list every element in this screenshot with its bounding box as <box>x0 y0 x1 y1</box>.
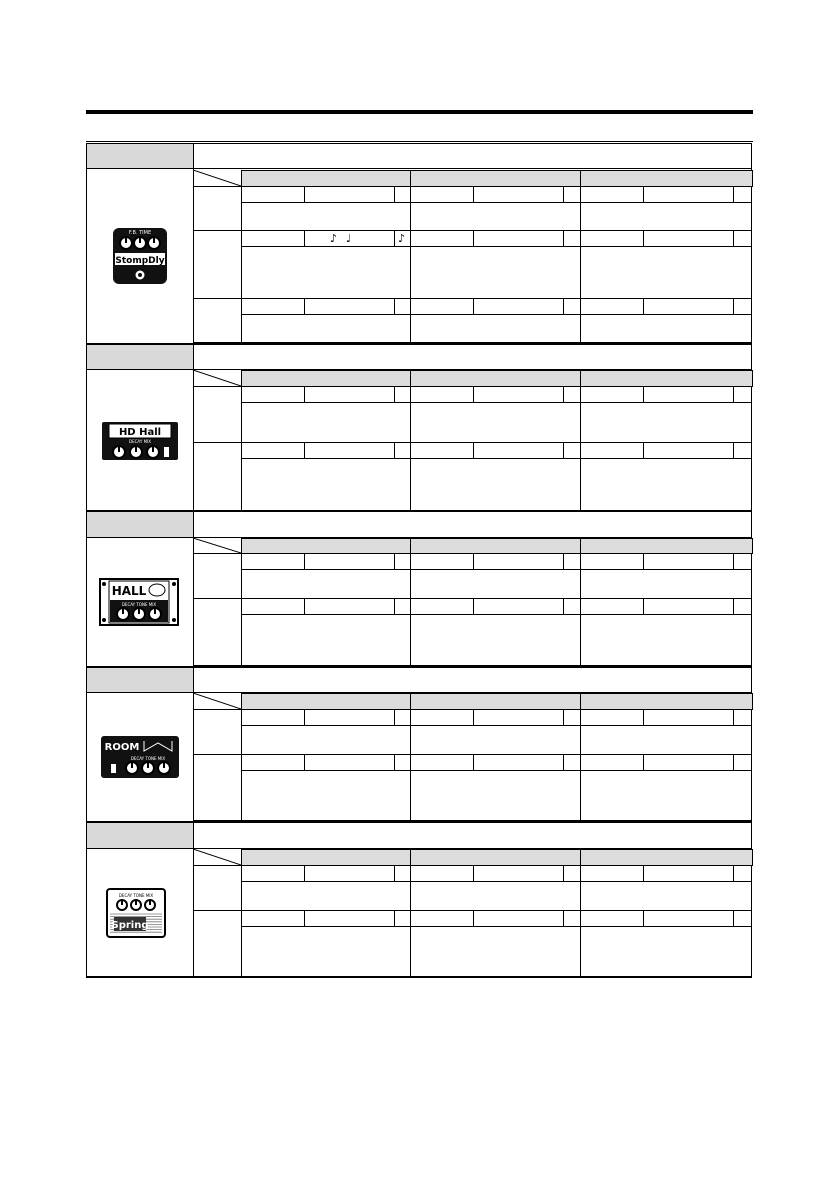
param-rule <box>241 569 410 570</box>
param-divider <box>394 230 395 246</box>
param-header <box>410 849 581 866</box>
spring-pedal-icon <box>106 888 166 938</box>
param-rule <box>410 202 580 203</box>
note-symbol: ♩ <box>346 232 352 245</box>
param-divider <box>304 442 305 458</box>
note-symbol: ♪ <box>398 232 406 245</box>
param-divider <box>473 865 474 881</box>
svg-text:DECAY TONE MIX: DECAY TONE MIX <box>130 756 166 761</box>
param-divider <box>563 910 564 926</box>
param-divider <box>394 298 395 314</box>
column-divider <box>241 849 242 976</box>
param-rule <box>580 770 752 771</box>
param-divider <box>733 910 734 926</box>
param-rule <box>241 725 410 726</box>
param-header <box>580 849 753 866</box>
svg-text:DECAY MIX: DECAY MIX <box>129 439 151 444</box>
param-divider <box>304 865 305 881</box>
param-header <box>241 538 411 554</box>
column-divider <box>241 538 242 665</box>
param-divider <box>643 910 644 926</box>
param-rule <box>580 202 752 203</box>
param-divider <box>394 598 395 614</box>
param-header <box>241 693 411 710</box>
param-rule <box>241 202 410 203</box>
param-divider <box>473 442 474 458</box>
param-header <box>241 170 411 187</box>
param-rule <box>241 458 410 459</box>
param-divider <box>394 865 395 881</box>
param-divider <box>563 442 564 458</box>
param-divider <box>394 186 395 202</box>
param-rule <box>580 569 752 570</box>
svg-text:DECAY TONE MIX: DECAY TONE MIX <box>118 893 154 898</box>
effect-name-cell <box>87 823 193 848</box>
param-divider <box>563 553 564 569</box>
column-divider <box>580 538 581 665</box>
param-rule <box>580 614 752 615</box>
corner-diagonal <box>193 693 241 709</box>
param-rule <box>580 458 752 459</box>
column-divider <box>580 370 581 510</box>
column-divider <box>410 370 411 510</box>
header-rule <box>86 168 752 169</box>
svg-text:DECAY TONE MIX: DECAY TONE MIX <box>121 602 157 607</box>
column-divider <box>410 693 411 820</box>
param-header <box>580 370 753 387</box>
column-divider <box>410 170 411 342</box>
param-divider <box>473 553 474 569</box>
param-divider <box>394 754 395 770</box>
param-divider <box>304 598 305 614</box>
column-divider <box>580 170 581 342</box>
thin-rule <box>86 141 753 142</box>
param-rule <box>580 926 752 927</box>
corner-diagonal <box>193 538 241 553</box>
param-rule <box>410 881 580 882</box>
param-divider <box>304 386 305 402</box>
param-rule <box>410 614 580 615</box>
column-divider <box>193 511 194 665</box>
param-divider <box>473 298 474 314</box>
param-rule <box>241 881 410 882</box>
param-rule <box>241 246 410 247</box>
param-divider <box>563 186 564 202</box>
column-divider <box>193 667 194 820</box>
param-divider <box>304 553 305 569</box>
param-divider <box>304 230 305 246</box>
param-header <box>241 849 411 866</box>
effect-name-cell <box>87 512 193 537</box>
svg-text:Spring: Spring <box>111 920 149 931</box>
param-divider <box>643 754 644 770</box>
param-divider <box>733 230 734 246</box>
param-header <box>410 693 581 710</box>
param-rule <box>580 881 752 882</box>
effect-name-cell <box>87 345 193 369</box>
param-divider <box>733 553 734 569</box>
row-rule <box>193 976 752 977</box>
param-divider <box>473 754 474 770</box>
param-divider <box>733 442 734 458</box>
note-symbol: ♪ <box>330 232 338 245</box>
param-rule <box>580 246 752 247</box>
param-divider <box>733 386 734 402</box>
param-divider <box>733 298 734 314</box>
param-rule <box>410 314 580 315</box>
param-rule <box>241 314 410 315</box>
param-divider <box>563 598 564 614</box>
param-divider <box>394 709 395 725</box>
param-divider <box>563 754 564 770</box>
param-rule <box>410 402 580 403</box>
param-rule <box>410 770 580 771</box>
param-divider <box>733 598 734 614</box>
param-header <box>580 693 753 710</box>
param-header <box>241 370 411 387</box>
corner-diagonal <box>193 849 241 865</box>
block-separator <box>86 821 752 823</box>
param-rule <box>241 770 410 771</box>
hall-pedal-icon <box>99 578 179 626</box>
svg-text:F.B. TIME: F.B. TIME <box>128 230 152 236</box>
param-divider <box>563 230 564 246</box>
param-rule <box>241 402 410 403</box>
param-divider <box>304 186 305 202</box>
block-separator <box>86 343 752 345</box>
param-divider <box>733 186 734 202</box>
param-rule <box>241 926 410 927</box>
param-header <box>410 538 581 554</box>
corner-diagonal <box>193 170 241 186</box>
svg-text:HD Hall: HD Hall <box>118 427 162 438</box>
top-rule <box>86 110 753 114</box>
column-divider <box>410 538 411 665</box>
param-rule <box>580 725 752 726</box>
param-rule <box>410 926 580 927</box>
param-divider <box>304 709 305 725</box>
effect-name-cell <box>87 668 193 692</box>
param-divider <box>643 230 644 246</box>
param-rule <box>580 314 752 315</box>
column-divider <box>580 693 581 820</box>
column-divider <box>193 344 194 510</box>
param-rule <box>241 614 410 615</box>
param-header <box>410 170 581 187</box>
param-divider <box>643 865 644 881</box>
column-divider <box>410 849 411 976</box>
param-divider <box>473 598 474 614</box>
param-divider <box>643 598 644 614</box>
param-divider <box>304 754 305 770</box>
param-divider <box>394 910 395 926</box>
effect-name-cell <box>87 144 193 168</box>
stomp-delay-pedal-icon <box>112 227 168 285</box>
param-divider <box>643 186 644 202</box>
param-divider <box>473 230 474 246</box>
param-divider <box>473 910 474 926</box>
param-rule <box>410 725 580 726</box>
column-divider <box>193 822 194 976</box>
svg-text:ROOM: ROOM <box>104 742 140 753</box>
corner-diagonal <box>193 370 241 386</box>
param-divider <box>304 910 305 926</box>
param-rule <box>410 458 580 459</box>
param-divider <box>473 386 474 402</box>
block-separator <box>86 510 752 512</box>
param-rule <box>410 246 580 247</box>
param-divider <box>643 386 644 402</box>
param-divider <box>643 442 644 458</box>
param-divider <box>394 442 395 458</box>
param-divider <box>394 386 395 402</box>
param-header <box>580 538 753 554</box>
param-divider <box>394 553 395 569</box>
param-header <box>580 170 753 187</box>
column-divider <box>241 370 242 510</box>
param-divider <box>563 709 564 725</box>
param-divider <box>563 298 564 314</box>
column-divider <box>241 693 242 820</box>
param-divider <box>733 865 734 881</box>
column-divider <box>580 849 581 976</box>
param-divider <box>473 709 474 725</box>
room-pedal-icon <box>100 735 180 779</box>
param-header <box>410 370 581 387</box>
param-divider <box>643 709 644 725</box>
column-divider <box>241 170 242 342</box>
param-divider <box>643 298 644 314</box>
param-divider <box>473 186 474 202</box>
svg-text:StompDly: StompDly <box>115 256 165 266</box>
param-divider <box>643 553 644 569</box>
param-divider <box>563 386 564 402</box>
param-rule <box>580 402 752 403</box>
block-separator <box>86 666 752 668</box>
param-rule <box>410 569 580 570</box>
param-divider <box>304 298 305 314</box>
param-divider <box>563 865 564 881</box>
svg-text:HALL: HALL <box>111 584 147 598</box>
hd-hall-pedal-icon <box>101 421 179 461</box>
param-divider <box>733 754 734 770</box>
param-divider <box>733 709 734 725</box>
